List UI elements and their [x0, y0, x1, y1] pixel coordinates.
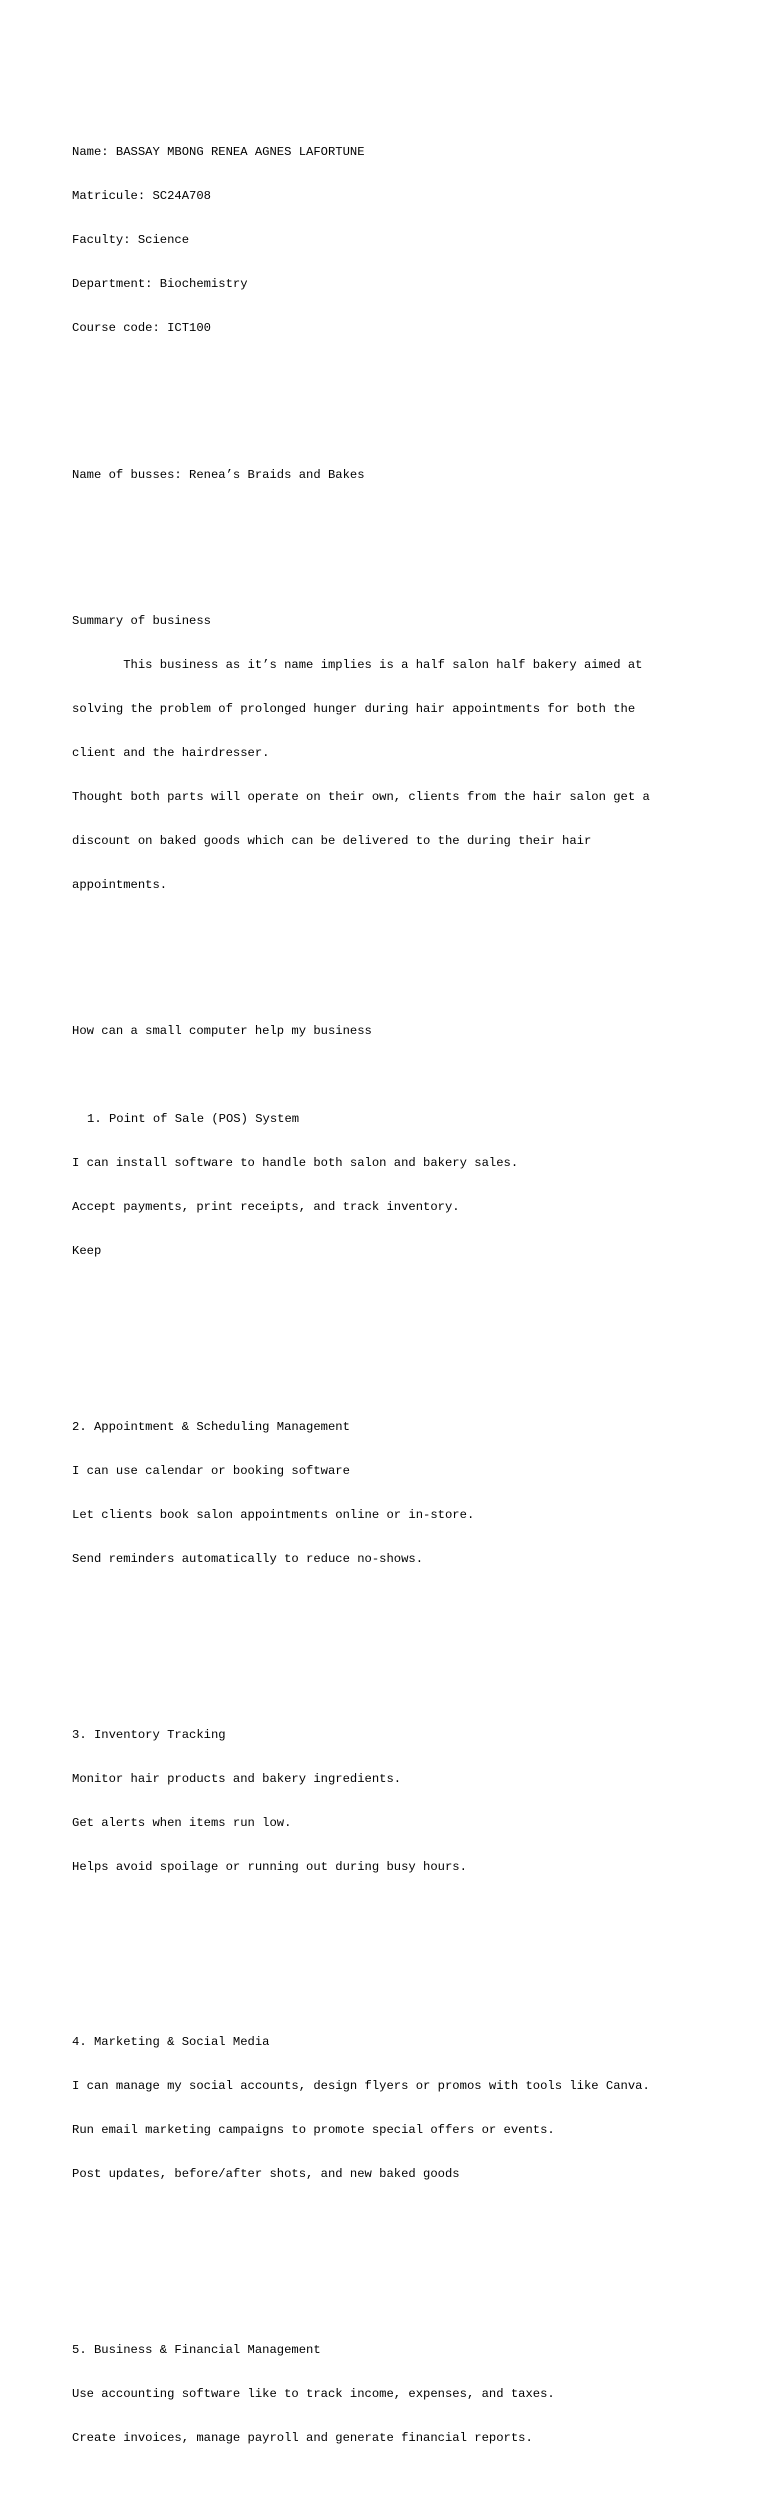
section-inventory — [72, 1698, 712, 1903]
section-heading: 4. Marketing & Social Media — [72, 2035, 270, 2050]
section-scheduling — [72, 1391, 712, 1596]
summary-line: solving the problem of prolonged hunger during hair appointments for both the — [72, 702, 636, 717]
question-heading: How can a small computer help my business — [72, 1024, 372, 1039]
section-line: I can use calendar or booking software — [72, 1463, 350, 1478]
section-heading: 1. Point of Sale (POS) System — [87, 1112, 300, 1127]
section-line: I can manage my social accounts, design flyers or promos with tools like Canva. — [72, 2079, 650, 2094]
course-code: Course code: ICT100 — [72, 321, 211, 336]
section-line: Keep — [72, 1244, 102, 1259]
section-line: Create invoices, manage payroll and generate financial reports. — [72, 2431, 533, 2446]
section-heading: 2. Appointment & Scheduling Management — [72, 1420, 350, 1435]
spacer — [72, 1332, 712, 1347]
summary-line: discount on baked goods which can be delivered to the during their hair — [72, 833, 592, 848]
section-line: I can install software to handle both salon and bakery sales. — [72, 1156, 519, 1171]
section-line: Post updates, before/after shots, and new baked goods — [72, 2167, 460, 2182]
section-line: Accept payments, print receipts, and track inventory. — [72, 1200, 460, 1215]
document-body — [72, 72, 712, 2519]
faculty: Faculty: Science — [72, 233, 190, 248]
summary-line: client and the hairdresser. — [72, 746, 270, 761]
section-line: Let clients book salon appointments online or in-store. — [72, 1507, 475, 1522]
section-line: Run email marketing campaigns to promote special offers or events. — [72, 2123, 555, 2138]
student-name: Name: BASSAY MBONG RENEA AGNES LAFORTUNE — [72, 145, 365, 160]
section-heading: 5. Business & Financial Management — [72, 2343, 321, 2358]
matricule: Matricule: SC24A708 — [72, 189, 211, 204]
section-heading: 3. Inventory Tracking — [72, 1727, 226, 1742]
spacer — [72, 1948, 712, 1963]
section-line: Monitor hair products and bakery ingredients. — [72, 1771, 402, 1786]
summary-line: Thought both parts will operate on their own, clients from the hair salon get a — [72, 789, 650, 804]
spacer — [72, 2255, 712, 2270]
section-line: Use accounting software like to track income, expenses, and taxes. — [72, 2387, 555, 2402]
spacer — [72, 966, 712, 981]
summary-line: This business as it’s name implies is a half salon half bakery aimed at — [72, 658, 643, 673]
spacer — [72, 409, 712, 424]
business-summary — [72, 585, 712, 922]
summary-line: appointments. — [72, 877, 168, 892]
section-line: Get alerts when items run low. — [72, 1815, 292, 1830]
section-financial — [72, 2314, 712, 2475]
department: Department: Biochemistry — [72, 277, 248, 292]
section-pos — [72, 1083, 712, 1288]
section-line: Send reminders automatically to reduce no-shows. — [72, 1551, 424, 1566]
section-line: Helps avoid spoilage or running out during busy hours. — [72, 1859, 467, 1874]
student-info — [72, 116, 712, 365]
spacer — [72, 526, 712, 541]
business-name: Name of busses: Renea’s Braids and Bakes — [72, 467, 365, 482]
section-marketing — [72, 2006, 712, 2211]
spacer — [72, 1640, 712, 1655]
summary-heading: Summary of business — [72, 614, 211, 629]
